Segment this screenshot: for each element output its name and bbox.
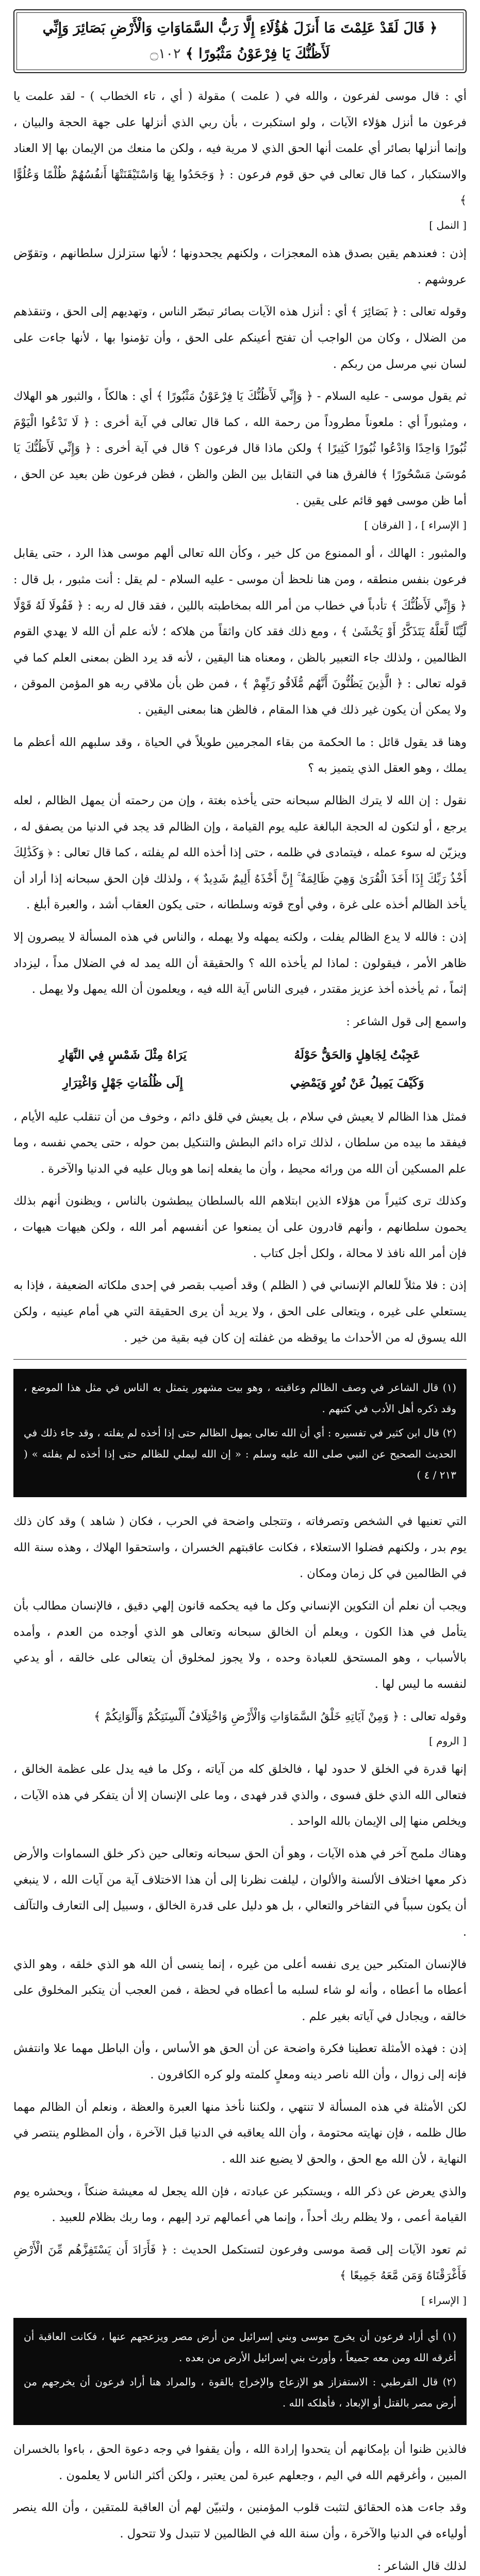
paragraph: والذي يعرض عن ذكر الله ، ويستكبر عن عبادته ، فإن الله يجعل له معيشة ضنكاً ، ويحشره يوم القيامة أعمى ، ولا يظلم ربك أحداً ، وإنما هي أعمالهم ترد إليهم ، وما ربك بظلام للعبيد . — [13, 2184, 467, 2225]
poem-hemistich: يَرَاهُ مِثْلَ شَمْسٍ فِي النَّهَارِ — [59, 1047, 187, 1062]
body-content — [13, 83, 467, 2576]
paragraph: إذن : فهذه الأمثلة تعطينا فكرة واضحة عن أن الحق هو الأساس ، وأن الباطل مهما علا وانتفش فإنه إلى زوال ، وأن الله ناصر دينه ومعلٍ كلمته ولو كره الكافرون . — [13, 2042, 467, 2082]
paragraph: واسمع إلى قول الشاعر : — [346, 1014, 467, 1028]
surah-reference: [ النمل ] — [429, 219, 467, 231]
paragraph: إذن : فالله لا يدع الظالم يفلت ، ولكنه يمهله ولا يهمله ، والناس في هذه المسألة لا يبصرون إلا ظاهر الأمر ، فيقولون : لماذا لم يأخذه الله ؟ والحقيقة أن الله يمد له في الضلال مداً ، ليزداد إثماً ، ثم يأخذه أخذ عزيز مقتدر ، فيرى الناس آية الله فيه ، ويعلمون أن الله يمهل ولا يهمل . — [13, 930, 467, 996]
poem-verses — [19, 1041, 461, 1097]
paragraph: وكذلك ترى كثيراً من هؤلاء الذين ابتلاهم الله بالسلطان يبطشون بالناس ، ويظنون أنهم بذلك يحمون سلطانهم ، وأنهم قادرون على أن يمنعوا عن أنفسهم أمر الله ، ولكن هيهات هيهات ، فإن أمر الله نافذ لا محالة ، ولكل أجل كتاب . — [13, 1194, 467, 1260]
paragraph: فالذين ظنوا أن بإمكانهم أن يتحدوا إرادة الله ، وأن يقفوا في وجه دعوة الحق ، باءوا بالخسران المبين ، وأغرقهم الله في اليم ، وجعلهم عبرة لمن يعتبر ، ولكن أكثر الناس لا يعلمون . — [13, 2443, 467, 2482]
header-ayah-banner — [13, 9, 467, 73]
paragraph: فالإنسان المتكبر حين يرى نفسه أعلى من غيره ، إنما ينسى أن الله هو الذي خلقه ، وهو الذي أعطاه ما أعطاه ، وأنه لو شاء لسلبه ما أعطاه في لحظة ، فمن العجب أن يتكبر المخلوق على خالقه ، ويجادل في آياته بغير علم . — [13, 1957, 467, 2023]
footnote: (٢) قال ابن كثير في تفسيره : أي أن الله تعالى يمهل الظالم حتى إذا أخذه لم يفلته ، وقد جاء ذلك في الحديث الصحيح عن النبي صلى الله عليه وسلم : « إن الله ليملي للظالم حتى إذا أخذه لم يفلته » ( ٢١٣ / ٤ ) — [24, 1427, 456, 1482]
paragraph: وهناك ملمح آخر في هذه الآيات ، وهو أن الحق سبحانه وتعالى حين ذكر خلق السماوات والأرض ذكر معها اختلاف الألسنة والألوان ، ليلفت نظرنا إلى أن هذا الاختلاف آية من آيات الله ، لا ينبغي أن يكون سبباً في التفاخر والتعالي ، بل هو دليل على قدرة الخالق ، وسبيل إلى التعارف والتآلف . — [13, 1847, 467, 1939]
header-ayah-number: ١٠٢ — [158, 45, 181, 62]
paragraph: وقد جاءت هذه الحقائق لتثبت قلوب المؤمنين ، ولتبيّن لهم أن العاقبة للمتقين ، وأن الله ينصر أولياءه في الدنيا والآخرة ، وأن سنة الله في الظالمين لا تتبدل ولا تتحول . — [13, 2501, 467, 2540]
paragraph: والمثبور : الهالك ، أو الممنوع من كل خير ، وكأن الله تعالى ألهم موسى هذا الرد ، حتى يقابل فرعون بنفس منطقه ، ومن هنا نلحظ أن موسى - عليه السلام - لم يقل : أنت مثبور ، بل قال : ﴿ وَإِنِّي لَأَظُنُّكَ ﴾ تأدباً في خطاب من أمر الله بمخاطبته باللين ، فقد قال له ربه : ﴿ فَقُولَا لَهُ قَوْلًا لَّيِّنًا لَّعَلَّهُ يَتَذَكَّرُ أَوْ يَخْشَىٰ ﴾ ، ومع ذلك فقد كان واثقاً من هلاكه ؛ لأنه علم أن الله لا يهدي القوم الظالمين ، ولذلك جاء التعبير بالظن ، ومعناه هنا اليقين ، لأنه قد يرد الظن بمعنى العلم كما في قوله تعالى : ﴿ الَّذِينَ يَظُنُّونَ أَنَّهُم مُّلَاقُو رَبِّهِمْ ﴾ ، فمن ظن بأن ملاقي ربه هو المؤمن الموقن ، ولا يمكن أن يكون غير ذلك في هذا المقام ، فالظن هنا بمعنى اليقين . — [13, 547, 467, 717]
surah-reference: [ الإسراء ] ، [ الفرقان ] — [364, 519, 467, 532]
paragraph: ويجب أن نعلم أن التكوين الإنساني وكل ما فيه يحكمه قانون إلهي دقيق ، فالإنسان مطالب بأن يتأمل في هذا الكون ، ويعلم أن الخالق سبحانه وتعالى هو الذي أوجده من العدم ، وأمده بالأسباب ، وهو المستحق للعبادة وحده ، ولا يجوز لمخلوق أن يتعالى على خالقه ، أو يدعي لنفسه ما ليس لها . — [13, 1599, 467, 1691]
paragraph: إذن : فلا مثلاً للعالم الإنساني في ( الظلم ) وقد أصيب بقصر في إحدى ملكاته الضعيفة ، فإذا به يستعلي على غيره ، ويتعالى على الحق ، ولا يريد أن يرى الحقيقة التي هي أمام عينيه ، ولكن الله يسوق له من الأحداث ما يوقظه من غفلته إن كان فيه بقية من خير . — [13, 1279, 467, 1345]
paragraph: إنها قدرة في الخلق لا حدود لها ، فالخلق كله من آياته ، وكل ما فيه يدل على عظمة الخالق ، فتعالى الله الذي خلق فسوى ، والذي قدر فهدى ، وما على الإنسان إلا أن يتفكر في هذه الآيات ، ويخلص منها إلى الإيمان بالله الواحد . — [13, 1762, 467, 1828]
footnotes-box — [13, 1369, 467, 1497]
footnote-divider — [13, 1359, 467, 1360]
paragraph: نقول : إن الله لا يترك الظالم سبحانه حتى يأخذه بغتة ، وإن من رحمته أن يمهل الظالم ، لعله يرجع ، أو لتكون له الحجة البالغة عليه يوم القيامة ، وإن الظالم قد يجد في الدنيا من يصفق له ، ويزيّن له سوء عمله ، فيتمادى في ظلمه ، حتى إذا أخذه الله لم يفلته ، كما قال تعالى : ﴿ وَكَذَٰلِكَ أَخْذُ رَبِّكَ إِذَا أَخَذَ الْقُرَىٰ وَهِيَ ظَالِمَةٌ ۚ إِنَّ أَخْذَهُ أَلِيمٌ شَدِيدٌ ﴾ ، ولذلك فإن الحق سبحانه إذا أراد أن يأخذ الظالم أخذه على غرة ، وفي أوج قوته وسلطانه ، حتى يكون العقاب أشد ، والعبرة أبلغ . — [13, 793, 467, 912]
footnotes-box — [13, 2318, 467, 2425]
footnote: (١) قال الشاعر في وصف الظالم وعاقبته ، وهو بيت مشهور يتمثل به الناس في مثل هذا الموضع ، وقد ذكره أهل الأدب في كتبهم . — [24, 1381, 456, 1415]
surah-reference: [ الروم ] — [428, 1735, 467, 1748]
ayah-number-ornament: ۝١٠٢ — [150, 45, 181, 62]
footnote: (٢) قال القرطبي : الاستفزاز هو الإزعاج والإخراج بالقوة ، والمراد هنا أراد فرعون أن يخرجهم من أرض مصر بالقتل أو الإبعاد ، فأهلكه الله . — [24, 2376, 456, 2410]
paragraph: فمثل هذا الظالم لا يعيش في سلام ، بل يعيش في قلق دائم ، وخوف من أن تنقلب عليه الأيام ، فيفقد ما بيده من سلطان ، لذلك تراه دائم البطش والتنكيل بمن حوله ، حتى يحمي نفسه ، وما علم المسكين أن الله من ورائه محيط ، وأن ما يفعله إنما هو وبال عليه في الدنيا والآخرة . — [13, 1110, 467, 1176]
poem-hemistich: إِلَى ظُلُمَاتِ جَهْلٍ وَاغْتِرَارِ — [62, 1075, 183, 1090]
paragraph: أي : قال موسى لفرعون ، والله في ( علمت ) مقولة ( أي ، تاء الخطاب ) - لقد علمت يا فرعون ما أنزل هؤلاء الآيات ، ولو استكبرت ، بأن ربي الذي أنزلها على جهة الحجة والبيان ، وإنما أنزلها بصائر أي علمت أنها الحق الذي لا مرية فيه ، ولكن ما منعك من الإيمان بها إلا العناد والاستكبار ، كما قال تعالى في حق قوم فرعون : ﴿ وَجَحَدُوا بِهَا وَاسْتَيْقَنَتْهَا أَنفُسُهُمْ ظُلْمًا وَعُلُوًّا ﴾ — [13, 89, 467, 208]
paragraph: وقوله تعالى : ﴿ وَمِنْ آيَاتِهِ خَلْقُ السَّمَاوَاتِ وَالْأَرْضِ وَاخْتِلَافُ أَلْسِنَتِكُمْ وَأَلْوَانِكُمْ ﴾ — [94, 1709, 467, 1723]
poem-hemistich: وَكَيْفَ يَمِيلُ عَنْ نُورٍ وَيَمْضِي — [290, 1075, 424, 1090]
paragraph: وقوله تعالى : ﴿ بَصَائِرَ ﴾ أي : أنزل هذه الآيات بصائر تبصّر الناس ، وتهديهم إلى الحق ، وتنقذهم من الضلال ، وكان من الواجب أن تفتح أعينكم على الحق ، وأن تؤمنوا بها ، لأنها جاءت على لسان نبي مرسل من ربكم . — [13, 305, 467, 371]
surah-reference: [ الإسراء ] — [421, 2294, 467, 2307]
paragraph: التي تعنيها في الشخص وتصرفاته ، وتتجلى واضحة في الحرب ، فكان ( شاهد ) وقد كان ذلك يوم بدر ، ولكنهم فضلوا الاستعلاء ، فكانت عاقبتهم الخسران ، واستحقوا الهلاك ، وهذه سنة الله في الظالمين في كل زمان ومكان . — [13, 1515, 467, 1581]
paragraph: لذلك قال الشاعر : — [377, 2559, 467, 2573]
poem-hemistich: عَجِبْتُ لِجَاهِلٍ وَالحَقُّ حَوْلَهُ — [294, 1047, 420, 1062]
footnote: (١) أي أراد فرعون أن يخرج موسى وبني إسرائيل من أرض مصر ويزعجهم عنها ، فكانت العاقبة أن أغرقه الله ومن معه جميعاً ، وأورث بني إسرائيل الأرض من بعده . — [24, 2330, 456, 2364]
header-ayah-text: ﴿ قَالَ لَقَدْ عَلِمْتَ مَا أَنزَلَ هَٰؤُلَاءِ إِلَّا رَبُّ السَّمَاوَاتِ وَالْأَرْضِ بَصَائِرَ وَإِنِّي لَأَظُنُّكَ يَا فِرْعَوْنُ مَثْبُورًا ﴾ — [42, 20, 438, 62]
paragraph: ثم تعود الآيات إلى قصة موسى وفرعون لتستكمل الحديث : ﴿ فَأَرَادَ أَن يَسْتَفِزَّهُم مِّنَ الْأَرْضِ فَأَغْرَقْنَاهُ وَمَن مَّعَهُ جَمِيعًا ﴾ — [13, 2243, 467, 2283]
paragraph: وهنا قد يقول قائل : ما الحكمة من بقاء المجرمين طويلاً في الحياة ، وقد سلبهم الله أعظم ما يملك ، وهو العقل الذي يتميز به ؟ — [13, 735, 467, 775]
paragraph: إذن : فعندهم يقين بصدق هذه المعجزات ، ولكنهم يجحدونها ؛ لأنها ستزلزل سلطانهم ، وتقوّض عروشهم . — [13, 247, 467, 286]
paragraph: ثم يقول موسى - عليه السلام - ﴿ وَإِنِّي لَأَظُنُّكَ يَا فِرْعَوْنُ مَثْبُورًا ﴾ أي : هالكاً ، والثبور هو الهلاك ، ومثبوراً أي : ملعوناً مطروداً من رحمة الله ، كما قال تعالى في آية أخرى : ﴿ لَا تَدْعُوا الْيَوْمَ ثُبُورًا وَاحِدًا وَادْعُوا ثُبُورًا كَثِيرًا ﴾ ولكن ماذا قال فرعون ؟ قال في آية أخرى : ﴿ وَإِنِّي لَأَظُنُّكَ يَا مُوسَىٰ مَسْحُورًا ﴾ فالفرق هنا في التقابل بين الظن والظن ، فظن فرعون ظن بعيد عن الحق ، أما ظن موسى فهو قائم على يقين . — [13, 389, 467, 507]
paragraph: لكن الأمثلة في هذه المسألة لا تنتهي ، ولكننا نأخذ منها العبرة والعظة ، ونعلم أن الظالم مهما طال ظلمه ، فإن نهايته محتومة ، وأن الله يعاقبه في الدنيا قبل الآخرة ، وأن المظلوم ينتصر في النهاية ، لأن الله مع الحق ، والحق لا يضيع عند الله . — [13, 2100, 467, 2166]
